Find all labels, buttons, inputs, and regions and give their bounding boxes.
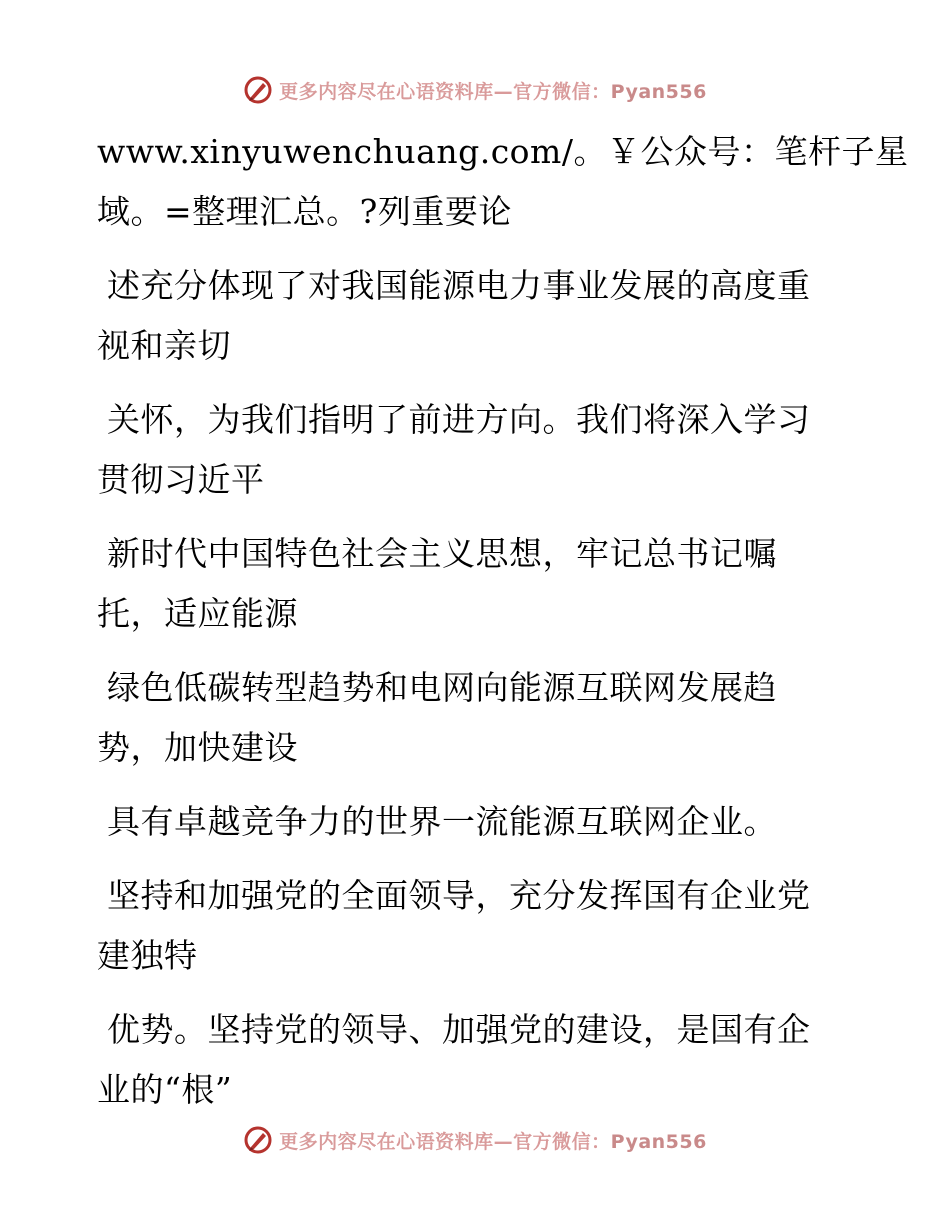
body-line: 域。=整理汇总。?列重要论 xyxy=(97,192,512,231)
body-line: 托，适应能源 xyxy=(97,594,298,633)
quill-pen-circle-icon xyxy=(243,75,273,105)
footer-banner-brand: Pyan556 xyxy=(610,1130,707,1153)
footer-banner xyxy=(0,1120,950,1160)
quill-pen-circle-icon xyxy=(243,1125,273,1155)
body-line: www.xinyuwenchuang.com/。￥公众号：笔杆子星 xyxy=(97,132,909,171)
body-line: 绿色低碳转型趋势和电网向能源互联网发展趋 xyxy=(107,668,777,707)
body-line: 述充分体现了对我国能源电力事业发展的高度重 xyxy=(107,266,811,305)
header-banner-text: 更多内容尽在心语资料库—官方微信：Pyan556 xyxy=(279,80,707,103)
header-banner xyxy=(0,70,950,110)
body-line: 视和亲切 xyxy=(97,326,231,365)
body-line: 建独特 xyxy=(97,936,198,975)
body-line: 新时代中国特色社会主义思想，牢记总书记嘱 xyxy=(107,534,777,573)
body-line: 势，加快建设 xyxy=(97,728,298,767)
header-banner-brand: Pyan556 xyxy=(610,80,707,103)
body-line: 贯彻习近平 xyxy=(97,460,265,499)
body-line: 具有卓越竞争力的世界一流能源互联网企业。 xyxy=(107,802,777,841)
body-line: 业的“根” xyxy=(97,1070,233,1109)
document-body xyxy=(97,122,909,1120)
body-line: 坚持和加强党的全面领导，充分发挥国有企业党 xyxy=(107,876,811,915)
footer-banner-text: 更多内容尽在心语资料库—官方微信：Pyan556 xyxy=(279,1130,707,1153)
body-line: 优势。坚持党的领导、加强党的建设，是国有企 xyxy=(107,1010,811,1049)
body-line: 关怀，为我们指明了前进方向。我们将深入学习 xyxy=(107,400,811,439)
